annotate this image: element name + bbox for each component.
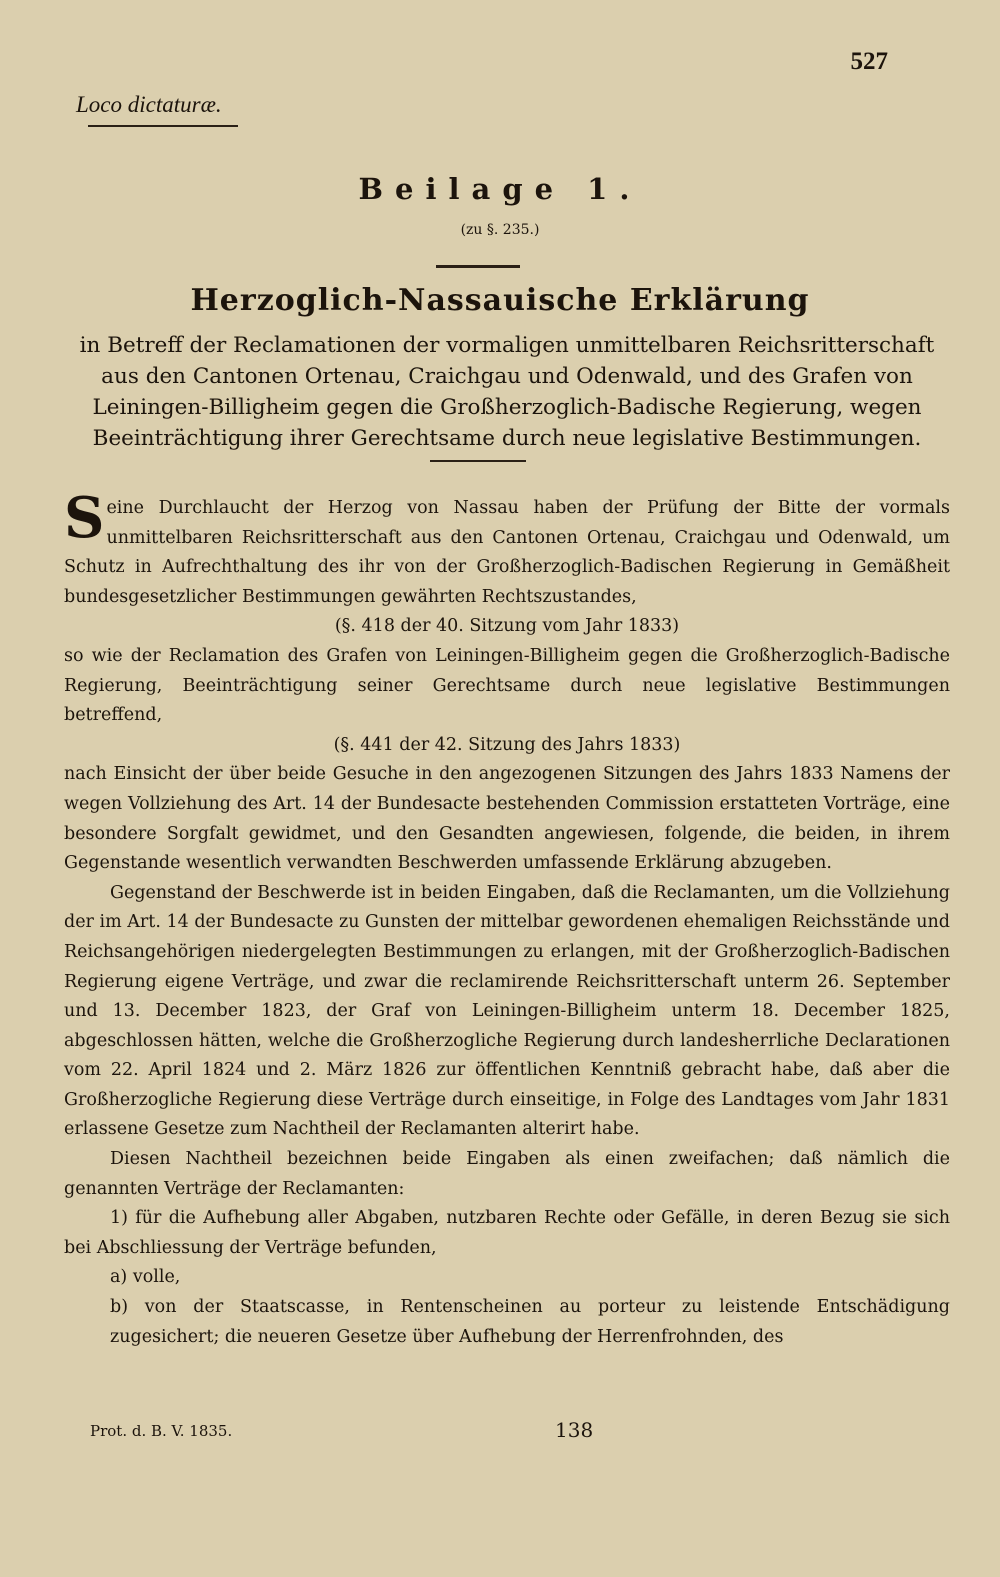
footer-sheet-number: 138 <box>555 1418 594 1442</box>
paragraph: Gegenstand der Beschwerde ist in beiden Eingaben, daß die Reclamanten, um die Vollziehung der im Art. 14 der Bundesacte zu Gunsten der mittelbar gewordenen ehemaligen Reichsstände und Reichsangehörigen niedergelegten Bestimmungen zu erlangen, mit der Großherzoglich-Badischen Regierung eigene Verträge, und zwar die reclamirende Reichsritterschaft unterm 26. September und 13. December 1823, der Graf von Leiningen-Billigheim unterm 18. December 1825, abgeschlossen hätten, welche die Großherzogliche Regierung durch landesherrliche Declarationen vom 22. April 1824 und 2. März 1826 zur öffentlichen Kenntniß gebracht habe, daß aber die Großherzogliche Regierung diese Verträge durch einseitige, in Folge des Landtages vom Jahr 1831 erlassene Gesetze zum Nachtheil der Reclamanten alterirt habe. <box>64 882 950 1140</box>
list-item: 1) für die Aufhebung aller Abgaben, nutzbaren Rechte oder Gefälle, in deren Bezug sie sich bei Abschliessung der Verträge befunden, <box>64 1208 950 1258</box>
list-item: a) volle, <box>110 1267 181 1288</box>
divider-rule <box>430 460 526 462</box>
section-reference: (zu §. 235.) <box>460 222 540 238</box>
citation: (§. 441 der 42. Sitzung des Jahrs 1833) <box>333 734 681 755</box>
margin-note-underline <box>88 125 238 127</box>
list-item: b) von der Staatscasse, in Rentenscheinen au porteur zu leistende Entschädigung zugesichert; die neueren Gesetze über Aufhebung der Herrenfrohnden, des <box>110 1297 950 1347</box>
declaration-title: Herzoglich-Nassauische Erklärung <box>190 283 810 318</box>
appendix-heading: Beilage 1. <box>358 172 642 206</box>
drop-cap: S <box>64 485 105 551</box>
paragraph <box>64 485 950 612</box>
paragraph: Diesen Nachtheil bezeichnen beide Eingaben als einen zweifachen; daß nämlich die genannten Verträge der Reclamanten: <box>64 1149 950 1199</box>
divider-rule <box>436 265 520 268</box>
citation: (§. 418 der 40. Sitzung vom Jahr 1833) <box>334 616 680 637</box>
footer-signature-mark: Prot. d. B. V. 1835. <box>90 1422 233 1440</box>
body-text <box>64 485 950 1352</box>
paragraph-text: eine Durchlaucht der Herzog von Nassau haben der Prüfung der Bitte der vormals unmittelbaren Reichsritterschaft aus den Cantonen Ortenau, Craichgau und Odenwald, um Schutz in Aufrechthaltung des ihr von der Großherzoglich-Badischen Regierung in Gemäßheit bundesgesetzlicher Bestimmungen gewährten Rechtszustandes, <box>64 498 950 607</box>
paragraph: nach Einsicht der über beide Gesuche in den angezogenen Sitzungen des Jahrs 1833 Namens der wegen Vollziehung des Art. 14 der Bundesacte bestehenden Commission erstatteten Vorträge, eine besondere Sorgfalt gewidmet, und den Gesandten angewiesen, folgende, die beiden, in ihrem Gegenstande wesentlich verwandten Beschwerden umfassende Erklärung abzugeben. <box>64 764 950 874</box>
page-number: 527 <box>850 48 888 75</box>
declaration-subtitle: in Betreff der Reclamationen der vormaligen unmittelbaren Reichsritterschaft aus den Cantonen Ortenau, Craichgau und Odenwald, und des Grafen von Leiningen-Billigheim gegen die Großherzoglich-Badische Regierung, wegen Beeinträchtigung ihrer Gerechtsame durch neue legislative Bestimmungen. <box>79 333 935 451</box>
paragraph: so wie der Reclamation des Grafen von Leiningen-Billigheim gegen die Großherzoglich-Badische Regierung, Beeinträchtigung seiner Gerechtsame durch neue legislative Bestimmungen betreffend, <box>64 645 950 726</box>
margin-note: Loco dictaturæ. <box>76 92 222 117</box>
